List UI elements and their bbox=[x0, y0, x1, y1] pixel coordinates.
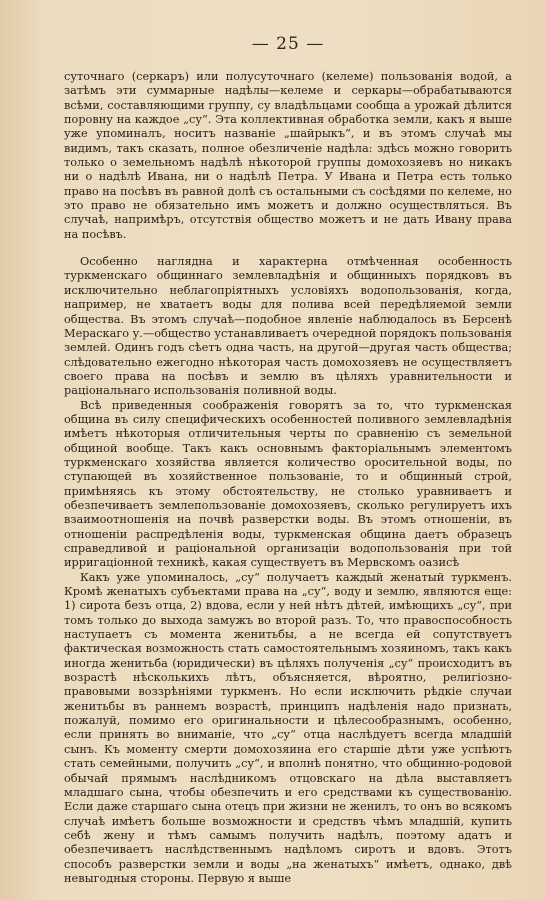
page-number: — 25 — bbox=[251, 34, 325, 54]
paragraph-2: Особенно наглядна и характерна отмѣченная особенность туркменскаго общиннаго землевладѣнія и общинныхъ порядковъ въ исключительно неблагопріятныхъ условіяхъ водопользованія, когда, например, не хватаетъ воды для полива всей передѣляемой земли общества. Въ этомъ случаѣ—подобное явленіе наблюдалось въ Берсенѣ Мераскаго у.—общество устанавливаетъ очередной порядокъ пользованія землей. Одинъ годъ сѣетъ одна часть, на другой—другая часть общества; слѣдовательно ежегодно нѣкоторая часть домохозяевъ не осуществляетъ своего права на посѣвъ и землю въ цѣляхъ уравнительности и раціональнаго использованія поливной воды. bbox=[64, 255, 512, 398]
paragraph-1: суточнаго (серкаръ) или полусуточнаго (келеме) пользованія водой, а затѣмъ эти суммарные надѣлы—келеме и серкары—обрабатываются всѣми, составляющими группу, су владѣльцами сообща а урожай дѣлится поровну на каждое „су“. Эта коллективная обработка земли, какъ я выше уже упоминалъ, носитъ названіе „шайрыкъ“, и въ этомъ случаѣ мы видимъ, такъ сказать, полное обезличеніе надѣла: здѣсь можно говорить только о земельномъ надѣлѣ нѣкоторой группы домохозяевъ но никакъ ни о надѣлѣ Ивана, ни о надѣлѣ Петра. У Ивана и Петра есть только право на посѣвъ въ равной долѣ съ остальными съ сосѣдями по келеме, но это право не обязательно имъ можетъ и должно осуществляться. Въ случаѣ, напримѣръ, отсутствія общество можетъ и не дать Ивану права на посѣвъ. bbox=[64, 70, 512, 241]
paragraph-3: Всѣ приведенныя соображенія говорятъ за то, что туркменская община въ силу специфическихъ особенностей поливного землевладѣнія имѣетъ нѣкоторыя отличительныя черты по сравненію съ земельной общиной вообще. Такъ какъ основнымъ факторіальнымъ элементомъ туркменскаго хозяйства является количество оросительной воды, по ступающей въ хозяйственное пользованіе, то и общинный строй, примѣняясь къ этому обстоятельству, не столько уравниваетъ и обезпечиваетъ землепользованіе домохозяевъ, сколько регулируетъ ихъ взаимоотношенія на почвѣ разверстки воды. Въ этомъ отношеніи, въ отношеніи распредѣленія воды, туркменская община даетъ образецъ справедливой и раціональной организаціи водопользованія при той ирригаціонной техникѣ, какая существуетъ въ Мервскомъ оазисѣ bbox=[64, 398, 512, 570]
body-text bbox=[64, 70, 512, 886]
paragraph-4: Какъ уже упоминалось, „су“ получаетъ каждый женатый туркменъ. Кромѣ женатыхъ субъектами права на „су“, воду и землю, являются еще: 1) сирота безъ отца, 2) вдова, если у ней нѣтъ дѣтей, имѣющихъ „су“, при томъ только до выхода замужъ во второй разъ. То, что правоспособность наступаетъ съ момента женитьбы, а не всегда ей сопутствуетъ фактическая возможность стать самостоятельнымъ хозяиномъ, такъ какъ иногда женитьба (юридически) въ цѣляхъ полученія „су“ происходитъ въ возрастѣ нѣсколькихъ лѣтъ, объясняется, вѣроятно, религіозно-правовыми воззрѣніями туркменъ. Но если исключить рѣдкіе случаи женитьбы въ раннемъ возрастѣ, принципъ надѣленія надо признать, пожалуй, помимо его оригинальности и цѣлесообразнымъ, особенно, если принять во вниманіе, что „су“ отца наслѣдуетъ всегда младшій сынъ. Къ моменту смерти домохозяина его старшіе дѣти уже успѣютъ стать семейными, получить „су“, и вполнѣ понятно, что общинно-родовой обычай прямымъ наслѣдникомъ отцовскаго на дѣла выставляетъ младшаго сына, чтобы обезпечить и его средствами къ существованію. Если даже старшаго сына отецъ при жизни не женилъ, то онъ во всякомъ случаѣ имѣетъ больше возможности и средствъ чѣмъ младшій, купить себѣ жену и тѣмъ самымъ получить надѣлъ, поэтому адатъ и обезпечиваетъ наслѣдственнымъ надѣломъ сиротъ и вдовъ. Этотъ способъ разверстки земли и воды „на женатыхъ“ имѣетъ, однако, двѣ невыгодныя стороны. Первую я выше bbox=[64, 570, 512, 885]
